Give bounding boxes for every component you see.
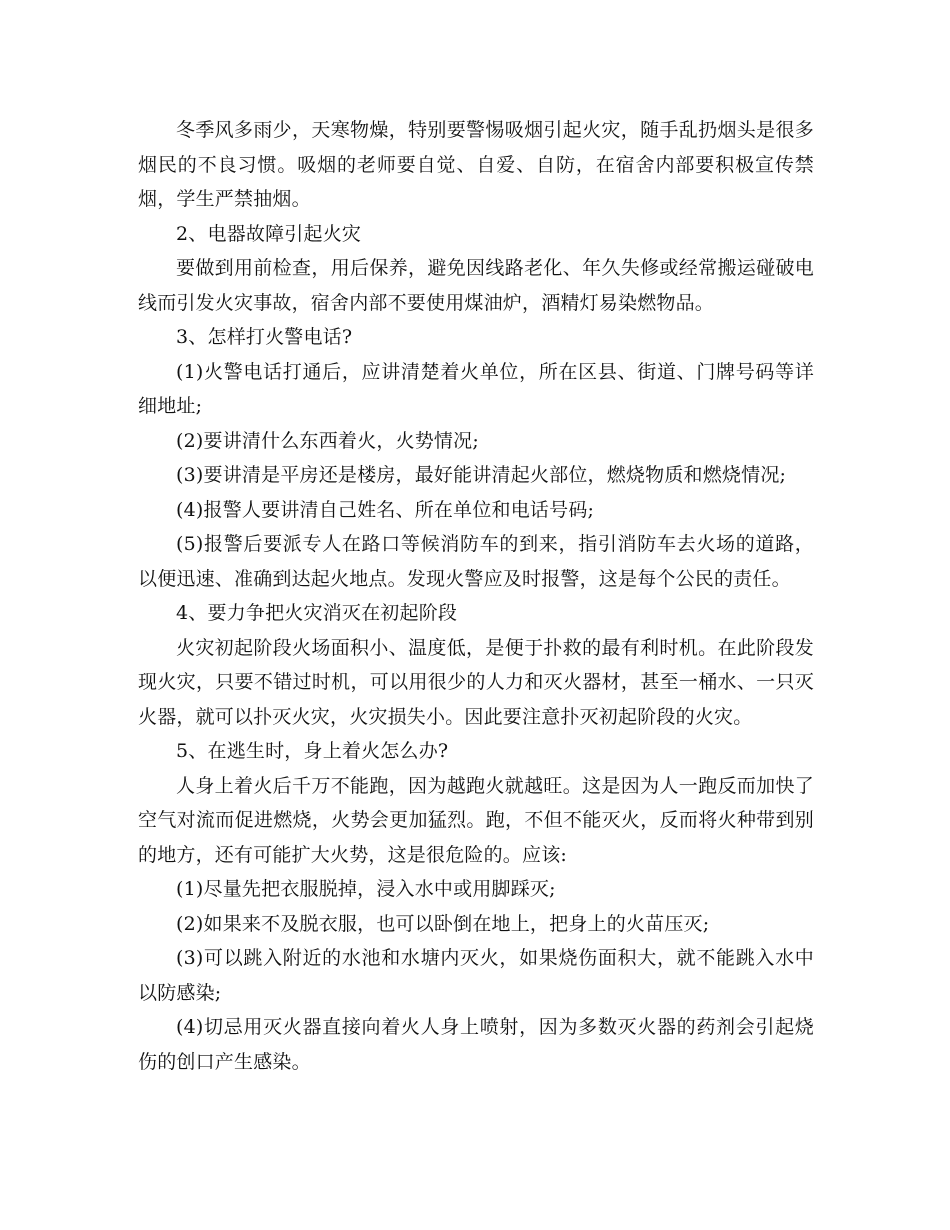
heading-fire-call: 3、怎样打火警电话? bbox=[176, 326, 353, 348]
list-item-clothes-1: (1)尽量先把衣服脱掉，浸入水中或用脚踩灭; bbox=[176, 878, 556, 900]
paragraph-clothes-on-fire: 人身上着火后千万不能跑，因为越跑火就越旺。这是因为人一跑反而加快了空气对流而促进燃烧，火势会更加猛烈。跑，不但不能灭火，反而将火种带到别的地方，还有可能扩大火势，这是很危险的。应该: bbox=[138, 774, 814, 866]
paragraph-smoking-warning: 冬季风多雨少，天寒物燥，特别要警惕吸烟引起火灾，随手乱扔烟头是很多烟民的不良习惯。吸烟的老师要自觉、自爱、自防，在宿舍内部要积极宣传禁烟，学生严禁抽烟。 bbox=[138, 119, 814, 210]
list-item-clothes-4: (4)切忌用灭火器直接向着火人身上喷射，因为多数灭火器的药剂会引起烧伤的创口产生感染。 bbox=[138, 1016, 814, 1073]
list-item-fire-call-3: (3)要讲清是平房还是楼房，最好能讲清起火部位，燃烧物质和燃烧情况; bbox=[176, 464, 787, 486]
paragraph-early-stage: 火灾初起阶段火场面积小、温度低，是便于扑救的最有利时机。在此阶段发现火灾，只要不错过时机，可以用很少的人力和灭火器材，甚至一桶水、一只灭火器，就可以扑灭火灾，火灾损失小。因此要注意扑灭初起阶段的火灾。 bbox=[138, 636, 814, 728]
list-item-fire-call-4: (4)报警人要讲清自己姓名、所在单位和电话号码; bbox=[176, 498, 595, 521]
heading-early-stage: 4、要力争把火灾消灭在初起阶段 bbox=[176, 602, 458, 624]
heading-clothes-on-fire: 5、在逃生时，身上着火怎么办? bbox=[176, 740, 449, 762]
document-body bbox=[138, 113, 814, 1079]
paragraph-electrical-fault: 要做到用前检查，用后保养，避免因线路老化、年久失修或经常搬运碰破电线而引发火灾事故，宿舍内部不要使用煤油炉，酒精灯易染燃物品。 bbox=[138, 257, 814, 314]
heading-electrical-fault: 2、电器故障引起火灾 bbox=[176, 222, 362, 245]
list-item-fire-call-5: (5)报警后要派专人在路口等候消防车的到来，指引消防车去火场的道路，以便迅速、准确到达起火地点。发现火警应及时报警，这是每个公民的责任。 bbox=[138, 533, 814, 590]
list-item-clothes-2: (2)如果来不及脱衣服，也可以卧倒在地上，把身上的火苗压灭; bbox=[176, 912, 710, 935]
list-item-fire-call-2: (2)要讲清什么东西着火，火势情况; bbox=[176, 429, 479, 452]
list-item-clothes-3: (3)可以跳入附近的水池和水塘内灭火，如果烧伤面积大，就不能跳入水中以防感染; bbox=[138, 947, 814, 1004]
list-item-fire-call-1: (1)火警电话打通后，应讲清楚着火单位，所在区县、街道、门牌号码等详细地址; bbox=[138, 360, 814, 417]
